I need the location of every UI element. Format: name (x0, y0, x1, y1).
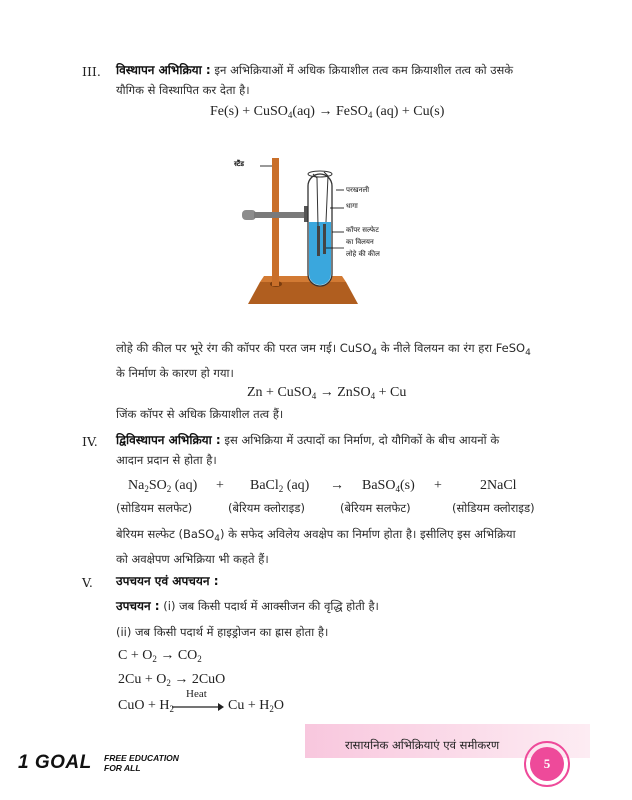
equation-copper-oxide-hydrogen-left: CuO + $H_2$ (118, 698, 174, 714)
name-sodium-sulfate: (सोडियम सलफेट) (116, 501, 193, 515)
section-3-heading: विस्थापन अभिक्रिया : (116, 63, 211, 77)
section-3-line1: इन अभिक्रियाओं में अधिक क्रियाशील तत्व कम क्रियाशील तत्व को उसके (214, 63, 514, 77)
equation-copper-oxygen: $2Cu + O_2 \to 2CuO$ (118, 672, 226, 688)
iron-nail-2 (323, 224, 326, 254)
experiment-figure (220, 150, 410, 310)
oxidation-point-2: (ii) जब किसी पदार्थ में हाइड्रोजन का ह्रास होता है। (116, 625, 329, 639)
precipitate-line1: बेरियम सल्फेट (BaSO$_4$) के सफेद अविलेय अवक्षेप का निर्माण होता है। इसीलिए इस अभिक्रिया (116, 527, 516, 544)
brand-tagline-2: FOR ALL (104, 763, 141, 773)
brand-logo: 1 GOAL (18, 752, 92, 773)
page-number-badge (524, 741, 570, 787)
eq-term-sodium-sulfate: $Na_2SO_2$ (aq) (128, 478, 198, 494)
eq-term-sodium-chloride: 2NaCl (480, 478, 517, 493)
label-thread: धागा (346, 202, 358, 210)
brand-tagline (104, 753, 179, 773)
section-5-numeral: V. (82, 575, 93, 590)
heat-condition: Heat (186, 688, 207, 700)
equation-carbon-oxygen: $C + O_2 \to CO_2$ (118, 648, 202, 664)
equation-copper-oxide-hydrogen-right: $Cu + H_2O$ (228, 698, 284, 714)
eq-term-barium-sulfate: BaSO$_4$(s) (362, 478, 415, 494)
section-5-heading: उपचयन एवं अपचयन : (116, 574, 219, 588)
equation-iron-copper-sulfate: Fe(s) + CuSO$_4$(aq) → FeSO$_4$ (aq) + Cu(s) (210, 104, 445, 120)
oxidation-subheading: उपचयन : (116, 599, 160, 613)
precipitate-line2: को अवक्षेपण अभिक्रिया भी कहते हैं। (116, 552, 269, 566)
name-sodium-chloride: (सोडियम क्लोराइड) (452, 501, 535, 515)
eq-term-barium-chloride: BaCl$_2$ (aq) (250, 478, 310, 494)
section-4-line1: इस अभिक्रिया में उत्पादों का निर्माण, दो यौगिकों के बीच आयनों के (224, 433, 500, 447)
section-3-line2: यौगिक से विस्थापित कर देता है। (116, 83, 250, 97)
label-test-tube: परखनली (346, 186, 370, 194)
chapter-title: रासायनिक अभिक्रियाएं एवं समीकरण (345, 738, 500, 752)
eq-term-plus-1: + (216, 478, 224, 493)
label-solution-2: का विलयन (346, 238, 374, 246)
stand-rod (272, 158, 279, 286)
iron-nail (317, 226, 320, 256)
eq-term-arrow: → (330, 478, 344, 493)
section-3-numeral: III. (82, 64, 101, 79)
precipitate-text (116, 524, 596, 569)
section-4-numeral: IV. (82, 434, 98, 449)
oxidation-point-1 (116, 596, 379, 616)
name-barium-sulfate: (बेरियम सलफेट) (340, 501, 411, 515)
stand-base (248, 282, 358, 304)
section-4-line2: आदान प्रदान से होता है। (116, 453, 217, 467)
section-4-text (116, 430, 596, 470)
observation-line2: के निर्माण के कारण हो गया। (116, 366, 234, 380)
equation-zinc-copper-sulfate: Zn + CuSO$_4$ → ZnSO$_4$ + Cu (247, 385, 407, 401)
label-nail: लोहे की कील (346, 250, 380, 258)
name-barium-chloride: (बेरियम क्लोराइड) (228, 501, 305, 515)
heat-arrow (172, 702, 224, 712)
label-stand: स्टैंड (234, 160, 244, 168)
clamp-arm (254, 212, 312, 218)
label-solution-1: कॉपर सल्फेट (346, 226, 379, 234)
section-4-heading: द्विविस्थापन अभिक्रिया : (116, 433, 221, 447)
section-3-text (116, 60, 596, 100)
brand-tagline-1: FREE EDUCATION (104, 753, 179, 763)
oxidation-point-1-text: (i) जब किसी पदार्थ में आक्सीजन की वृद्धि होती है। (163, 599, 379, 613)
observation-text (116, 338, 596, 383)
zinc-reactivity-note: जिंक कॉपर से अधिक क्रियाशील तत्व हैं। (116, 407, 284, 421)
eq-term-plus-2: + (434, 478, 442, 493)
clamp-knob (242, 210, 256, 220)
page-number: 5 (530, 747, 564, 781)
observation-line1: लोहे की कील पर भूरे रंग की कॉपर की परत जम गई। CuSO$_4$ के नीले विलयन का रंग हरा FeSO$_4$ (116, 341, 531, 358)
